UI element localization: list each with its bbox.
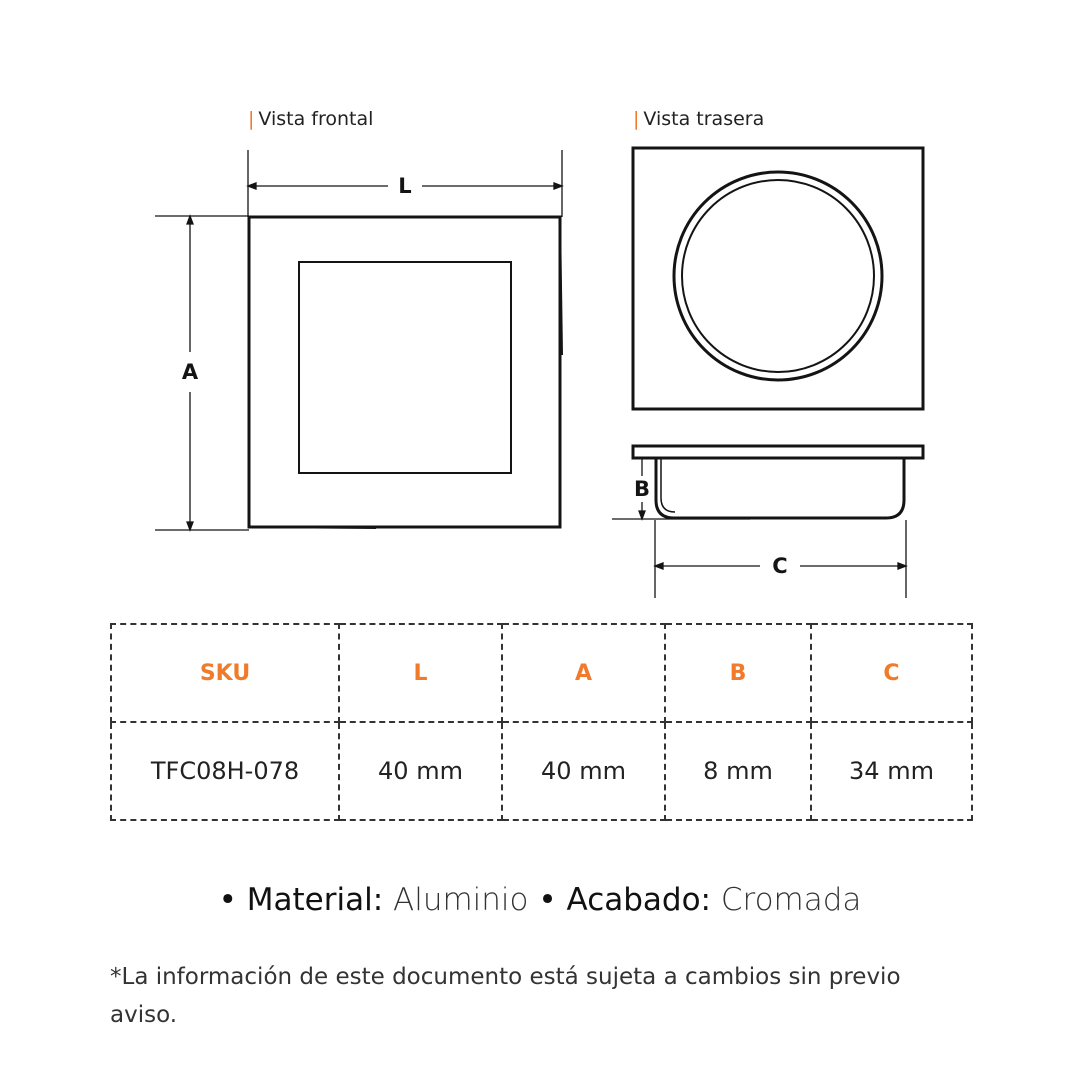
back-view-title: Vista trasera (643, 108, 765, 130)
spec-table (110, 623, 973, 821)
side-flange (633, 446, 923, 458)
label-separator: | (248, 108, 255, 130)
front-outer-square (249, 217, 560, 527)
header-b: B (665, 624, 811, 722)
header-c: C (811, 624, 972, 722)
back-inner-ring (682, 180, 874, 372)
dimension-c-label: C (772, 554, 788, 578)
side-body (656, 458, 904, 518)
cell-b: 8 mm (665, 722, 811, 820)
finish-label: Acabado: (566, 882, 711, 918)
dimension-a-label: A (181, 360, 199, 384)
header-a: A (502, 624, 665, 722)
dimension-a (155, 216, 249, 530)
material-label: Material: (246, 882, 384, 918)
bullet: • (218, 882, 237, 918)
disclaimer-note: *La información de este documento está sujeta a cambios sin previo aviso. (110, 964, 901, 1028)
dimension-b (612, 458, 750, 519)
front-edge-hint (249, 527, 376, 528)
table-header-row (111, 624, 972, 722)
header-sku: SKU (111, 624, 339, 722)
cell-sku: TFC08H-078 (111, 722, 339, 820)
header-l: L (339, 624, 502, 722)
label-separator: | (633, 108, 640, 130)
back-outer-ring (674, 172, 882, 380)
cell-a: 40 mm (502, 722, 665, 820)
dimension-b-label: B (633, 477, 651, 501)
cell-l: 40 mm (339, 722, 502, 820)
side-inner-edge (661, 458, 675, 512)
dimension-l-label: L (398, 174, 412, 198)
material-value: Aluminio (393, 882, 529, 918)
front-inner-square (299, 262, 511, 473)
front-view (249, 217, 562, 528)
material-line (0, 882, 1080, 918)
table-row (111, 722, 972, 820)
side-view (633, 446, 923, 518)
bullet: • (538, 882, 557, 918)
back-view (633, 148, 923, 409)
back-square (633, 148, 923, 409)
front-view-title: Vista frontal (258, 108, 374, 130)
cell-c: 34 mm (811, 722, 972, 820)
finish-value: Cromada (720, 882, 862, 918)
